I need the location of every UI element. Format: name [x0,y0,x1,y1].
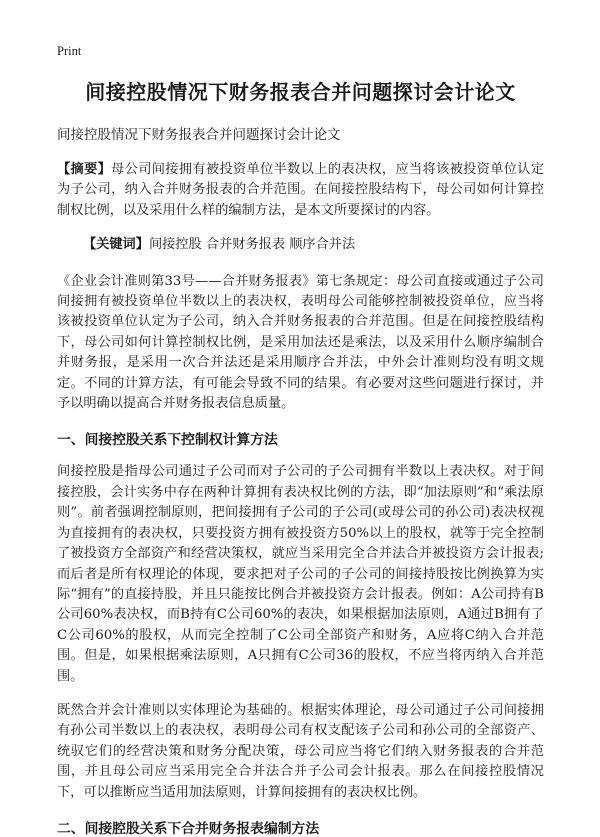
article-title: 间接控股情况下财务报表合并问题探讨会计论文 [85,80,516,104]
keywords-paragraph [57,235,544,255]
print-link[interactable]: Print [57,44,82,58]
section1-paragraph-2: 既然合并会计准则以实体理论为基础的。根据实体理论，母公司通过子公司间接拥有孙公司半数以上的表决权，表明母公司有权支配该子公司和孙公司的全部资产、统驭它们的经营决策和财务分配决策，母公司应当将它们纳入财务报表的合并范围，并且母公司应当采用完全合并法合并子公司会计报表。那么在间接控股情况下，可以推断应当适用加法原则，计算间接拥有的表决权比例。 [57,702,544,800]
section2-heading: 二、间接腔股关系下合并财务报表编制方法 [57,820,320,837]
section1-heading: 一、间接控股关系下控制权计算方法 [57,432,278,449]
section1-paragraph-1: 间接控股是指母公司通过子公司而对子公司的子公司拥有半数以上表决权。对于间接控股，会计实务中存在两种计算拥有表决权比例的方法，即“加法原则”和“乘法原则”。前者强调控制原则，把间接拥有子公司的子公司(或母公司的孙公司)表决权视为直接拥有的表决权，只要投资方拥有被投资方50%以上的股权，就等于完全控制了被投资方全部资产和经营决策权，就应当采用完全合并法合并被投资方会计报表;而后者是所有权理论的体现，要求把对子公司的子公司的间接持股按比例换算为实际“拥有”的直接持股，并且只能按比例合并被投资方会计报表。例如：A公司持有B公司60%表决权，而B持有C公司60%的表决，如果根据加法原则，A通过B拥有了C公司60%的股权，从而完全控制了C公司全部资产和财务，A应将C纳入合并范围。但是，如果根据乘法原则，A只拥有C公司36的股权，不应当将丙纳入合并范围。 [57,464,544,684]
intro-paragraph: 《企业会计准则第33号——合并财务报表》第七条规定：母公司直接或通过子公司间接拥有被投资单位半数以上的表决权，表明母公司能够控制被投资单位，应当将该被投资单位认定为子公司，纳入合并财务报表的合并范围。但是在间接控股结构下，母公司如何计算控制权比例，是采用加法还是乘法，以及采用什么顺序编制合并财务报，是采用一次合并法还是采用顺序合并法，中外会计准则均没有明文规定。不同的计算方法，有可能会导致不同的结果。有必要对这些问题进行探讨，并予以明确以提高合并财务报表信息质量。 [57,273,544,412]
article-subtitle: 间接控股情况下财务报表合并问题探讨会计论文 [57,127,341,143]
keywords-label: 【关键词】 [83,237,149,253]
abstract-paragraph [57,160,544,221]
abstract-label: 【摘要】 [57,162,112,177]
keywords-text: 间接控股 合并财务报表 顺序合并法 [148,237,356,253]
abstract-text: 母公司间接拥有被投资单位半数以上的表决权，应当将该被投资单位认定为子公司，纳入合并财务报表的合并范围。在间接控股结构下，母公司如何计算控制权比例，以及采用什么样的编制方法，是本文所要探讨的内容。 [57,162,545,218]
